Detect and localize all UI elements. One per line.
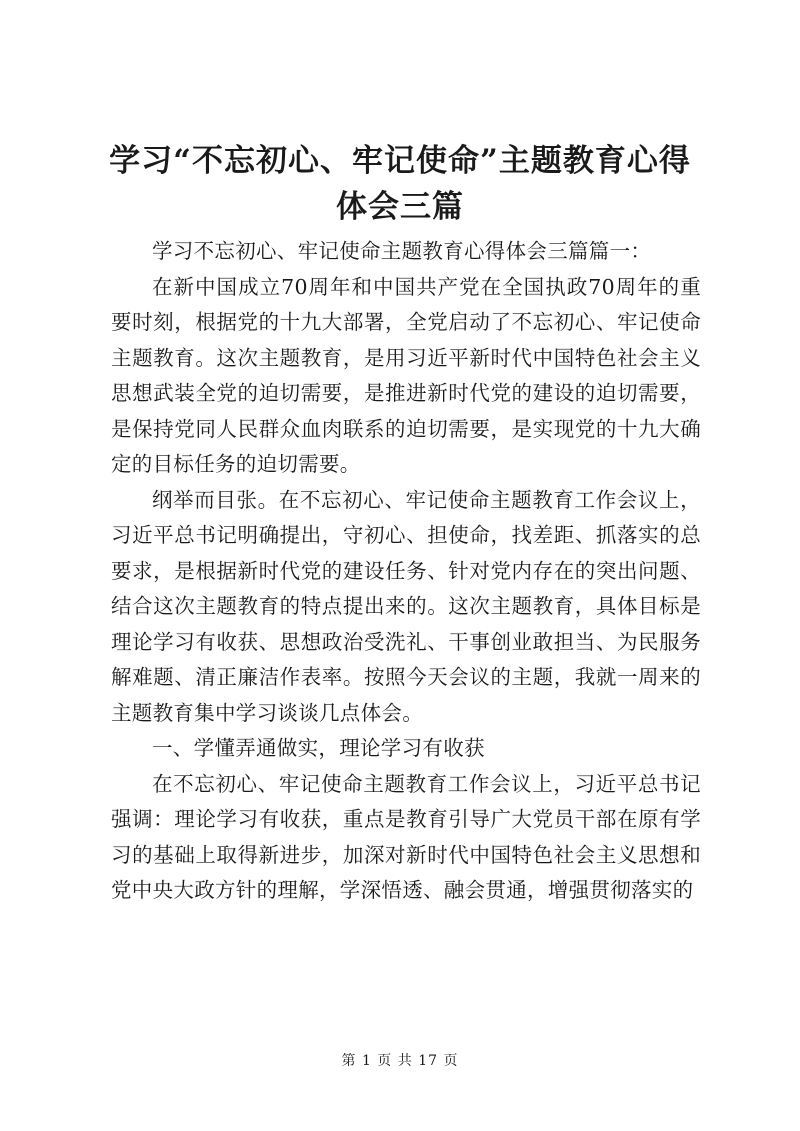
document-title: 学习“不忘初心、牢记使命”主题教育心得体会三篇 — [109, 143, 691, 225]
section-heading-one: 一、学懂弄通做实，理论学习有收获 — [152, 736, 485, 760]
paragraph-theory-study: 在不忘初心、牢记使命主题教育工作会议上，习近平总书记强调：理论学习有收获，重点是教育引导广大党员干部在原有学习的基础上取得新进步，加深对新时代中国特色社会主义思想和党中央大政方针的理解，学深悟透、融会贯通，增强贯彻落实的 — [111, 771, 701, 902]
paragraph-requirements: 纲举而目张。在不忘初心、牢记使命主题教育工作会议上，习近平总书记明确提出，守初心、担使命，找差距、抓落实的总要求，是根据新时代党的建设任务、针对党内存在的突出问题、结合这次主题教育的特点提出来的。这次主题教育，具体目标是理论学习有收获、思想政治受洗礼、干事创业敢担当、为民服务解难题、清正廉洁作表率。按照今天会议的主题，我就一周来的主题教育集中学习谈谈几点体会。 — [111, 487, 701, 725]
document-body — [111, 234, 701, 909]
page-footer: 第 1 页 共 17 页 — [341, 1053, 459, 1069]
paragraph-intro: 学习不忘初心、牢记使命主题教育心得体会三篇篇一： — [152, 239, 652, 263]
paragraph-background: 在新中国成立70周年和中国共产党在全国执政70周年的重要时刻，根据党的十九大部署，全党启动了不忘初心、牢记使命主题教育。这次主题教育，是用习近平新时代中国特色社会主义思想武装全党的迫切需要，是推进新时代党的建设的迫切需要，是保持党同人民群众血肉联系的迫切需要，是实现党的十九大确定的目标任务的迫切需要。 — [111, 274, 701, 476]
